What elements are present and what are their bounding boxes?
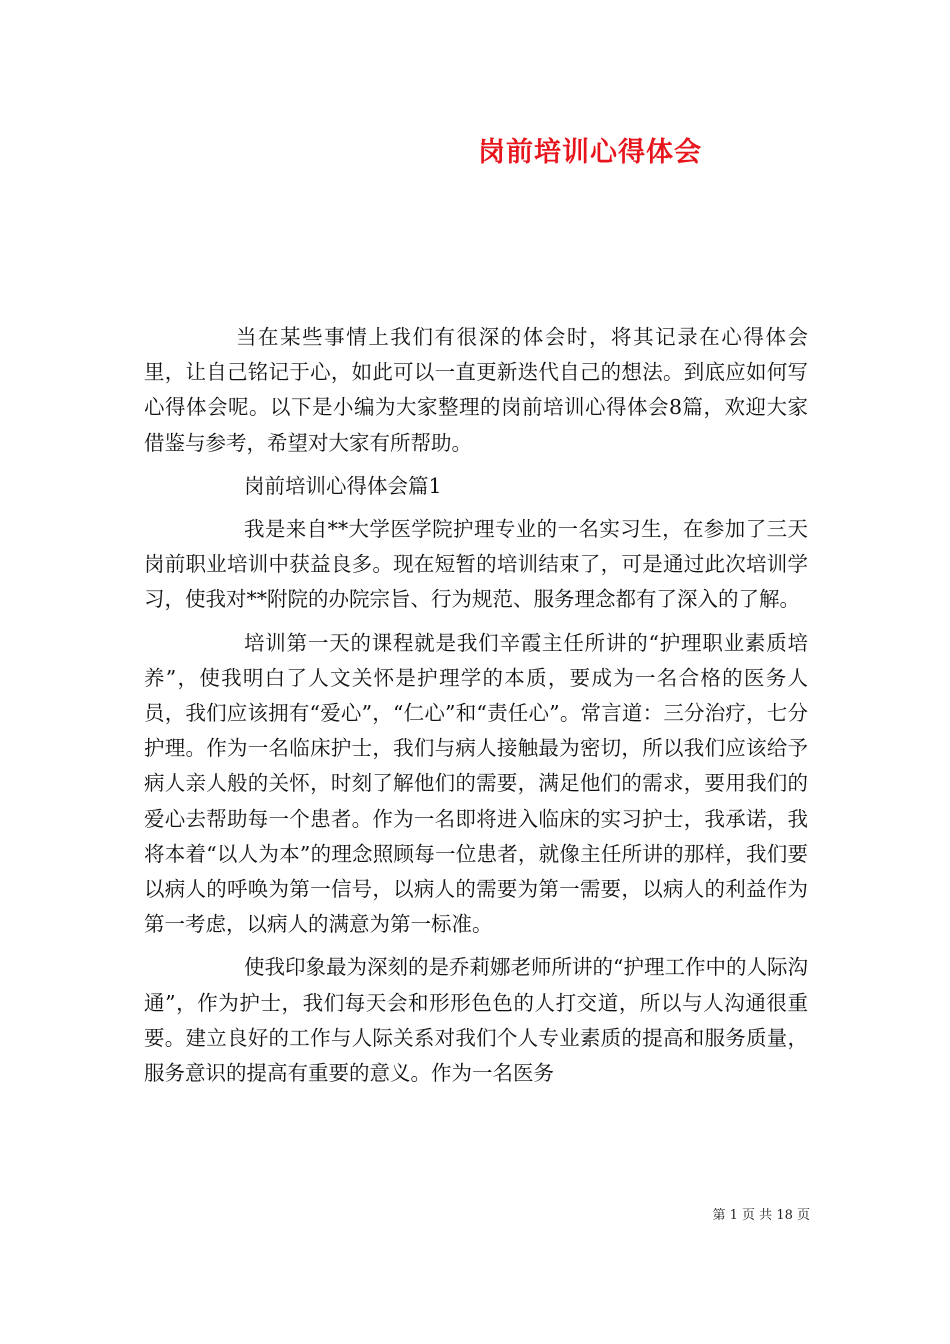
section-heading: 岗前培训心得体会篇1	[244, 473, 442, 498]
body-paragraph: 使我印象最为深刻的是乔莉娜老师所讲的“护理工作中的人际沟通”，作为护士，我们每天会和形形色色的人打交道，所以与人沟通很重要。建立良好的工作与人际关系对我们个人专业素质的提高和服务质量，服务意识的提高有重要的意义。作为一名医务	[144, 955, 808, 1086]
document-body	[144, 320, 808, 1091]
body-paragraph: 培训第一天的课程就是我们辛霞主任所讲的“护理职业素质培养”，使我明白了人文关怀是护理学的本质，要成为一名合格的医务人员，我们应该拥有“爱心”，“仁心”和“责任心”。常言道：三分治疗，七分护理。作为一名临床护士，我们与病人接触最为密切，所以我们应该给予病人亲人般的关怀，时刻了解他们的需要，满足他们的需求，要用我们的爱心去帮助每一个患者。作为一名即将进入临床的实习护士，我承诺，我将本着“以人为本”的理念照顾每一位患者，就像主任所讲的那样，我们要以病人的呼唤为第一信号，以病人的需要为第一需要，以病人的利益作为第一考虑，以病人的满意为第一标准。	[144, 630, 808, 937]
intro-paragraph: 当在某些事情上我们有很深的体会时，将其记录在心得体会里，让自己铭记于心，如此可以一直更新迭代自己的想法。到底应如何写心得体会呢。以下是小编为大家整理的岗前培训心得体会8篇，欢迎大家借鉴与参考，希望对大家有所帮助。	[144, 325, 808, 455]
body-paragraph: 我是来自**大学医学院护理专业的一名实习生，在参加了三天岗前职业培训中获益良多。现在短暂的培训结束了，可是通过此次培训学习，使我对**附院的办院宗旨、行为规范、服务理念都有了深入的了解。	[144, 517, 808, 612]
page-number: 第 1 页 共 18 页	[712, 1208, 810, 1223]
document-title: 岗前培训心得体会	[478, 137, 702, 168]
